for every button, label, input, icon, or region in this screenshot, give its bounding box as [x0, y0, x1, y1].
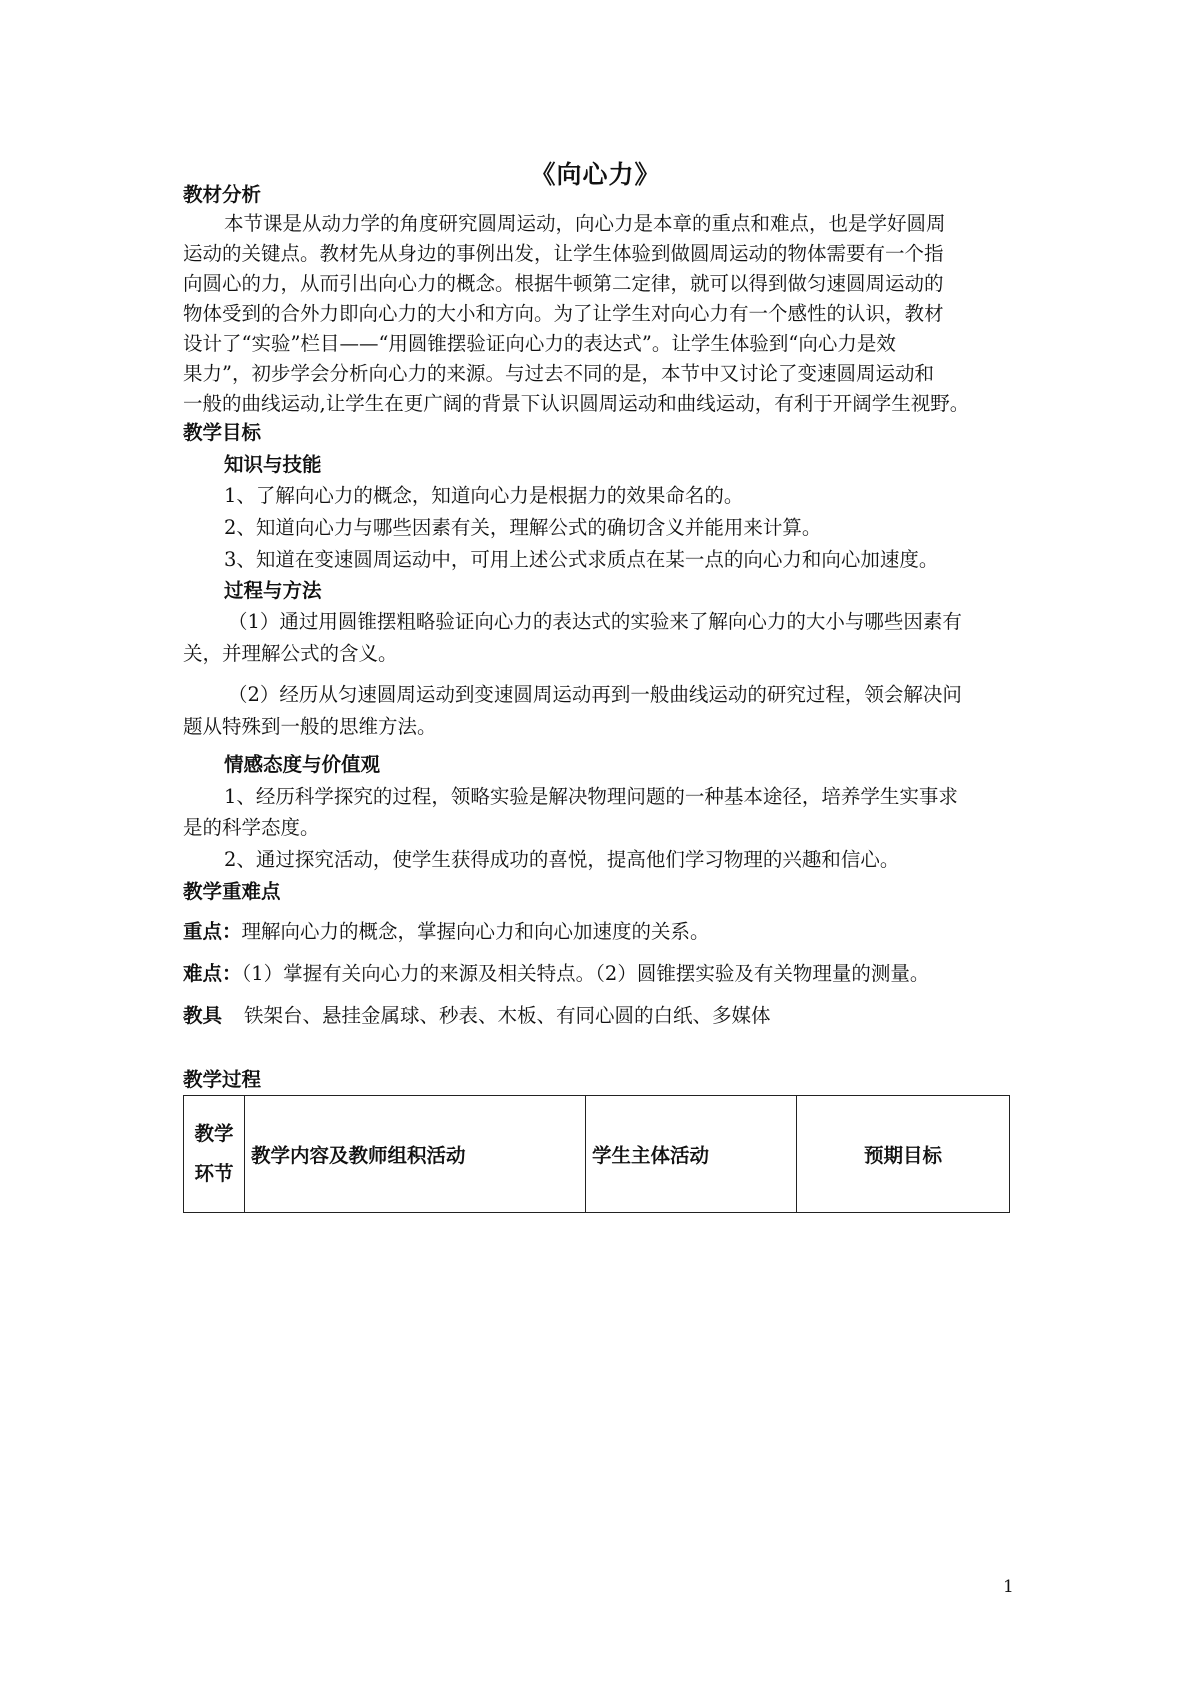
process-section-heading: 教学过程: [183, 1068, 262, 1091]
emotion-heading: 情感态度与价值观: [224, 753, 381, 776]
focus-text: 理解向心力的概念，掌握向心力和向心加速度的关系。: [241, 920, 710, 943]
stage-header-cell: [184, 1096, 245, 1213]
stage-header-line2: 环节: [194, 1162, 234, 1185]
process-line: （2）经历从匀速圆周运动到变速圆周运动再到一般曲线运动的研究过程，领会解决问: [228, 683, 962, 706]
emotion-line: 1、经历科学探究的过程，领略实验是解决物理问题的一种基本途径，培养学生实事求: [224, 785, 958, 808]
goal-header-cell: 预期目标: [797, 1096, 1010, 1213]
table-header-row: [184, 1096, 1010, 1213]
emotion-line: 是的科学态度。: [183, 816, 320, 839]
goals-heading: 教学目标: [183, 421, 262, 444]
tools-text: 铁架台、悬挂金属球、秒表、木板、有同心圆的白纸、多媒体: [244, 1004, 771, 1027]
analysis-line: 设计了“实验”栏目——“用圆锥摆验证向心力的表达式”。让学生体验到“向心力是效: [183, 332, 896, 355]
knowledge-heading: 知识与技能: [224, 453, 322, 476]
difficulty-line: [183, 961, 929, 987]
difficulty-text: （1）掌握有关向心力的来源及相关特点。（2）圆锥摆实验及有关物理量的测量。: [241, 962, 930, 985]
textbook-analysis-heading: 教材分析: [183, 183, 262, 206]
knowledge-item: 1、了解向心力的概念，知道向心力是根据力的效果命名的。: [224, 484, 744, 507]
page-title: 《向心力》: [530, 160, 661, 189]
analysis-line: 果力”，初步学会分析向心力的来源。与过去不同的是，本节中又讨论了变速圆周运动和: [183, 362, 934, 385]
analysis-line: 物体受到的合外力即向心力的大小和方向。为了让学生对向心力有一个感性的认识，教材: [183, 302, 944, 325]
knowledge-item: 3、知道在变速圆周运动中，可用上述公式求质点在某一点的向心力和向心加速度。: [224, 548, 939, 571]
difficulty-label: 难点：: [183, 962, 242, 985]
stage-header-line1: 教学: [194, 1122, 234, 1145]
analysis-line: 向圆心的力，从而引出向心力的概念。根据牛顿第二定律，就可以得到做匀速圆周运动的: [183, 272, 944, 295]
process-heading: 过程与方法: [224, 579, 322, 602]
knowledge-item: 2、知道向心力与哪些因素有关，理解公式的确切含义并能用来计算。: [224, 516, 822, 539]
analysis-line: 运动的关键点。教材先从身边的事例出发，让学生体验到做圆周运动的物体需要有一个指: [183, 242, 944, 265]
emotion-line: 2、通过探究活动，使学生获得成功的喜悦，提高他们学习物理的兴趣和信心。: [224, 848, 900, 871]
process-line: 题从特殊到一般的思维方法。: [183, 715, 437, 738]
teaching-process-table: [183, 1095, 1010, 1213]
analysis-line: 一般的曲线运动,让学生在更广阔的背景下认识圆周运动和曲线运动，有利于开阔学生视野。: [183, 392, 970, 415]
tools-label: 教具: [183, 1004, 223, 1027]
tools-line: [183, 1003, 771, 1029]
process-line: 关，并理解公式的含义。: [183, 642, 398, 665]
page-number: 1: [1003, 1577, 1014, 1597]
key-points-heading: 教学重难点: [183, 880, 281, 903]
analysis-line: 本节课是从动力学的角度研究圆周运动，向心力是本章的重点和难点，也是学好圆周: [224, 212, 946, 235]
focus-line: [183, 919, 710, 945]
focus-label: 重点：: [183, 920, 242, 943]
student-header-cell: 学生主体活动: [586, 1096, 797, 1213]
content-header-cell: 教学内容及教师组积活动: [245, 1096, 586, 1213]
process-line: （1）通过用圆锥摆粗略验证向心力的表达式的实验来了解向心力的大小与哪些因素有: [228, 610, 962, 633]
